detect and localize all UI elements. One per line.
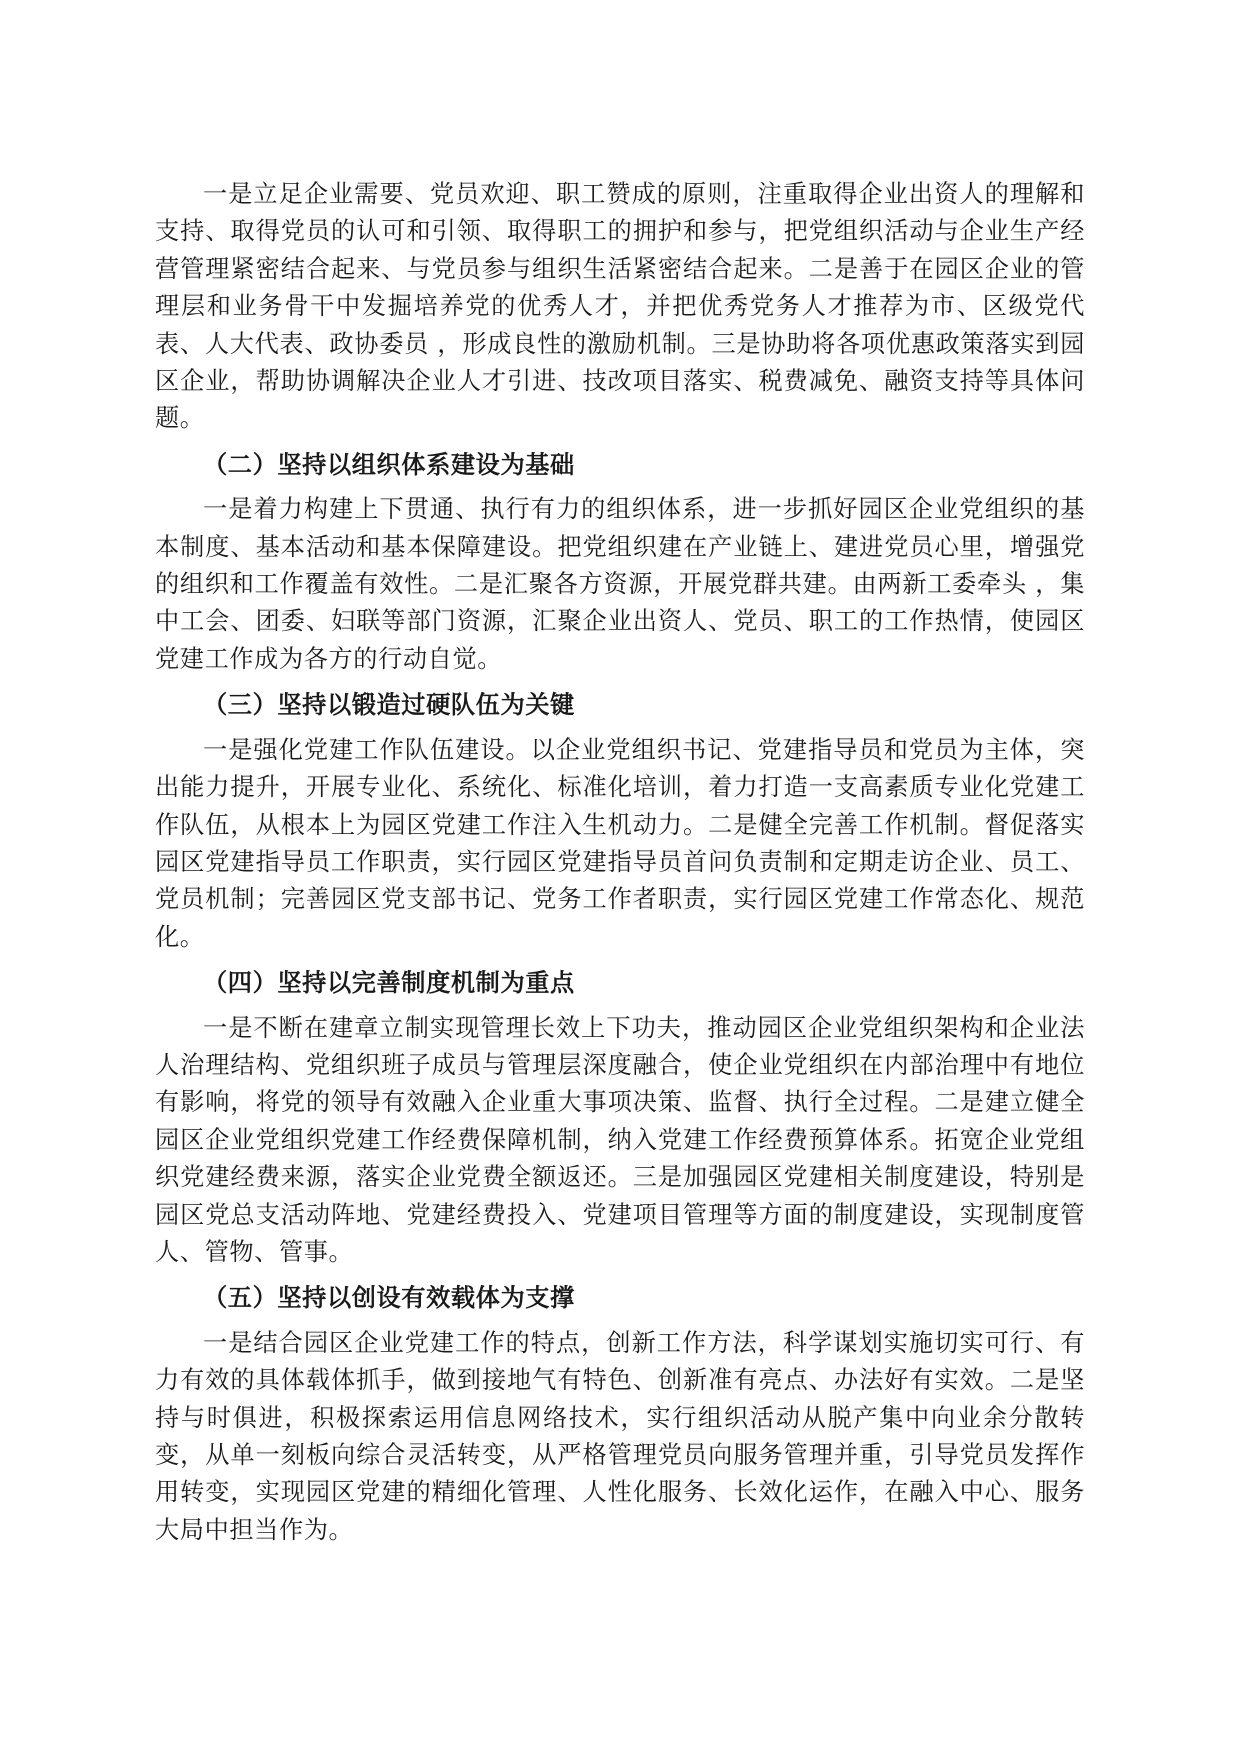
- intro-paragraph: 一是立足企业需要、党员欢迎、职工赞成的原则，注重取得企业出资人的理解和支持、取得党员的认可和引领、取得职工的拥护和参与，把党组织活动与企业生产经营管理紧密结合起来、与党员参与组织生活紧密结合起来。二是善于在园区企业的管理层和业务骨干中发掘培养党的优秀人才，并把优秀党务人才推荐为市、区级党代表、人大代表、政协委员 ，形成良性的激励机制。三是协助将各项优惠政策落实到园区企业，帮助协调解决企业人才引进、技改项目落实、税费减免、融资支持等具体问题。: [155, 180, 1085, 433]
- document-page: [155, 176, 1085, 1557]
- section-paragraph-3: 一是强化党建工作队伍建设。以企业党组织书记、党建指导员和党员为主体，突出能力提升，开展专业化、系统化、标准化培训，着力打造一支高素质专业化党建工作队伍，从根本上为园区党建工作注入生机动力。二是健全完善工作机制。督促落实园区党建指导员工作职责，实行园区党建指导员首问负责制和定期走访企业、员工、党员机制；完善园区党支部书记、党务工作者职责，实行园区党建工作常态化、规范化。: [155, 735, 1085, 951]
- section-heading-3: （三）坚持以锻造过硬队伍为关键: [203, 690, 575, 720]
- section-paragraph-5: 一是结合园区企业党建工作的特点，创新工作方法，科学谋划实施切实可行、有力有效的具体载体抓手，做到接地气有特色、创新准有亮点、办法好有实效。二是坚持与时俱进，积极探索运用信息网络技术，实行组织活动从脱产集中向业余分散转变，从单一刻板向综合灵活转变，从严格管理党员向服务管理并重，引导党员发挥作用转变，实现园区党建的精细化管理、人性化服务、长效化运作，在融入中心、服务大局中担当作为。: [155, 1328, 1085, 1544]
- section-paragraph-2: 一是着力构建上下贯通、执行有力的组织体系，进一步抓好园区企业党组织的基本制度、基本活动和基本保障建设。把党组织建在产业链上、建进党员心里，增强党的组织和工作覆盖有效性。二是汇聚各方资源，开展党群共建。由两新工委牵头 ，集中工会、团委、妇联等部门资源，汇聚企业出资人、党员、职工的工作热情，使园区党建工作成为各方的行动自觉。: [155, 495, 1085, 673]
- section-heading-2: （二）坚持以组织体系建设为基础: [203, 449, 575, 479]
- section-paragraph-4: 一是不断在建章立制实现管理长效上下功夫，推动园区企业党组织架构和企业法人治理结构、党组织班子成员与管理层深度融合，使企业党组织在内部治理中有地位有影响，将党的领导有效融入企业重大事项决策、监督、执行全过程。二是建立健全园区企业党组织党建工作经费保障机制，纳入党建工作经费预算体系。拓宽企业党组织党建经费来源，落实企业党费全额返还。三是加强园区党建相关制度建设，特别是园区党总支活动阵地、党建经费投入、党建项目管理等方面的制度建设，实现制度管人、管物、管事。: [155, 1013, 1085, 1266]
- section-heading-5: （五）坚持以创设有效载体为支撑: [203, 1283, 575, 1313]
- section-heading-4: （四）坚持以完善制度机制为重点: [203, 968, 575, 998]
